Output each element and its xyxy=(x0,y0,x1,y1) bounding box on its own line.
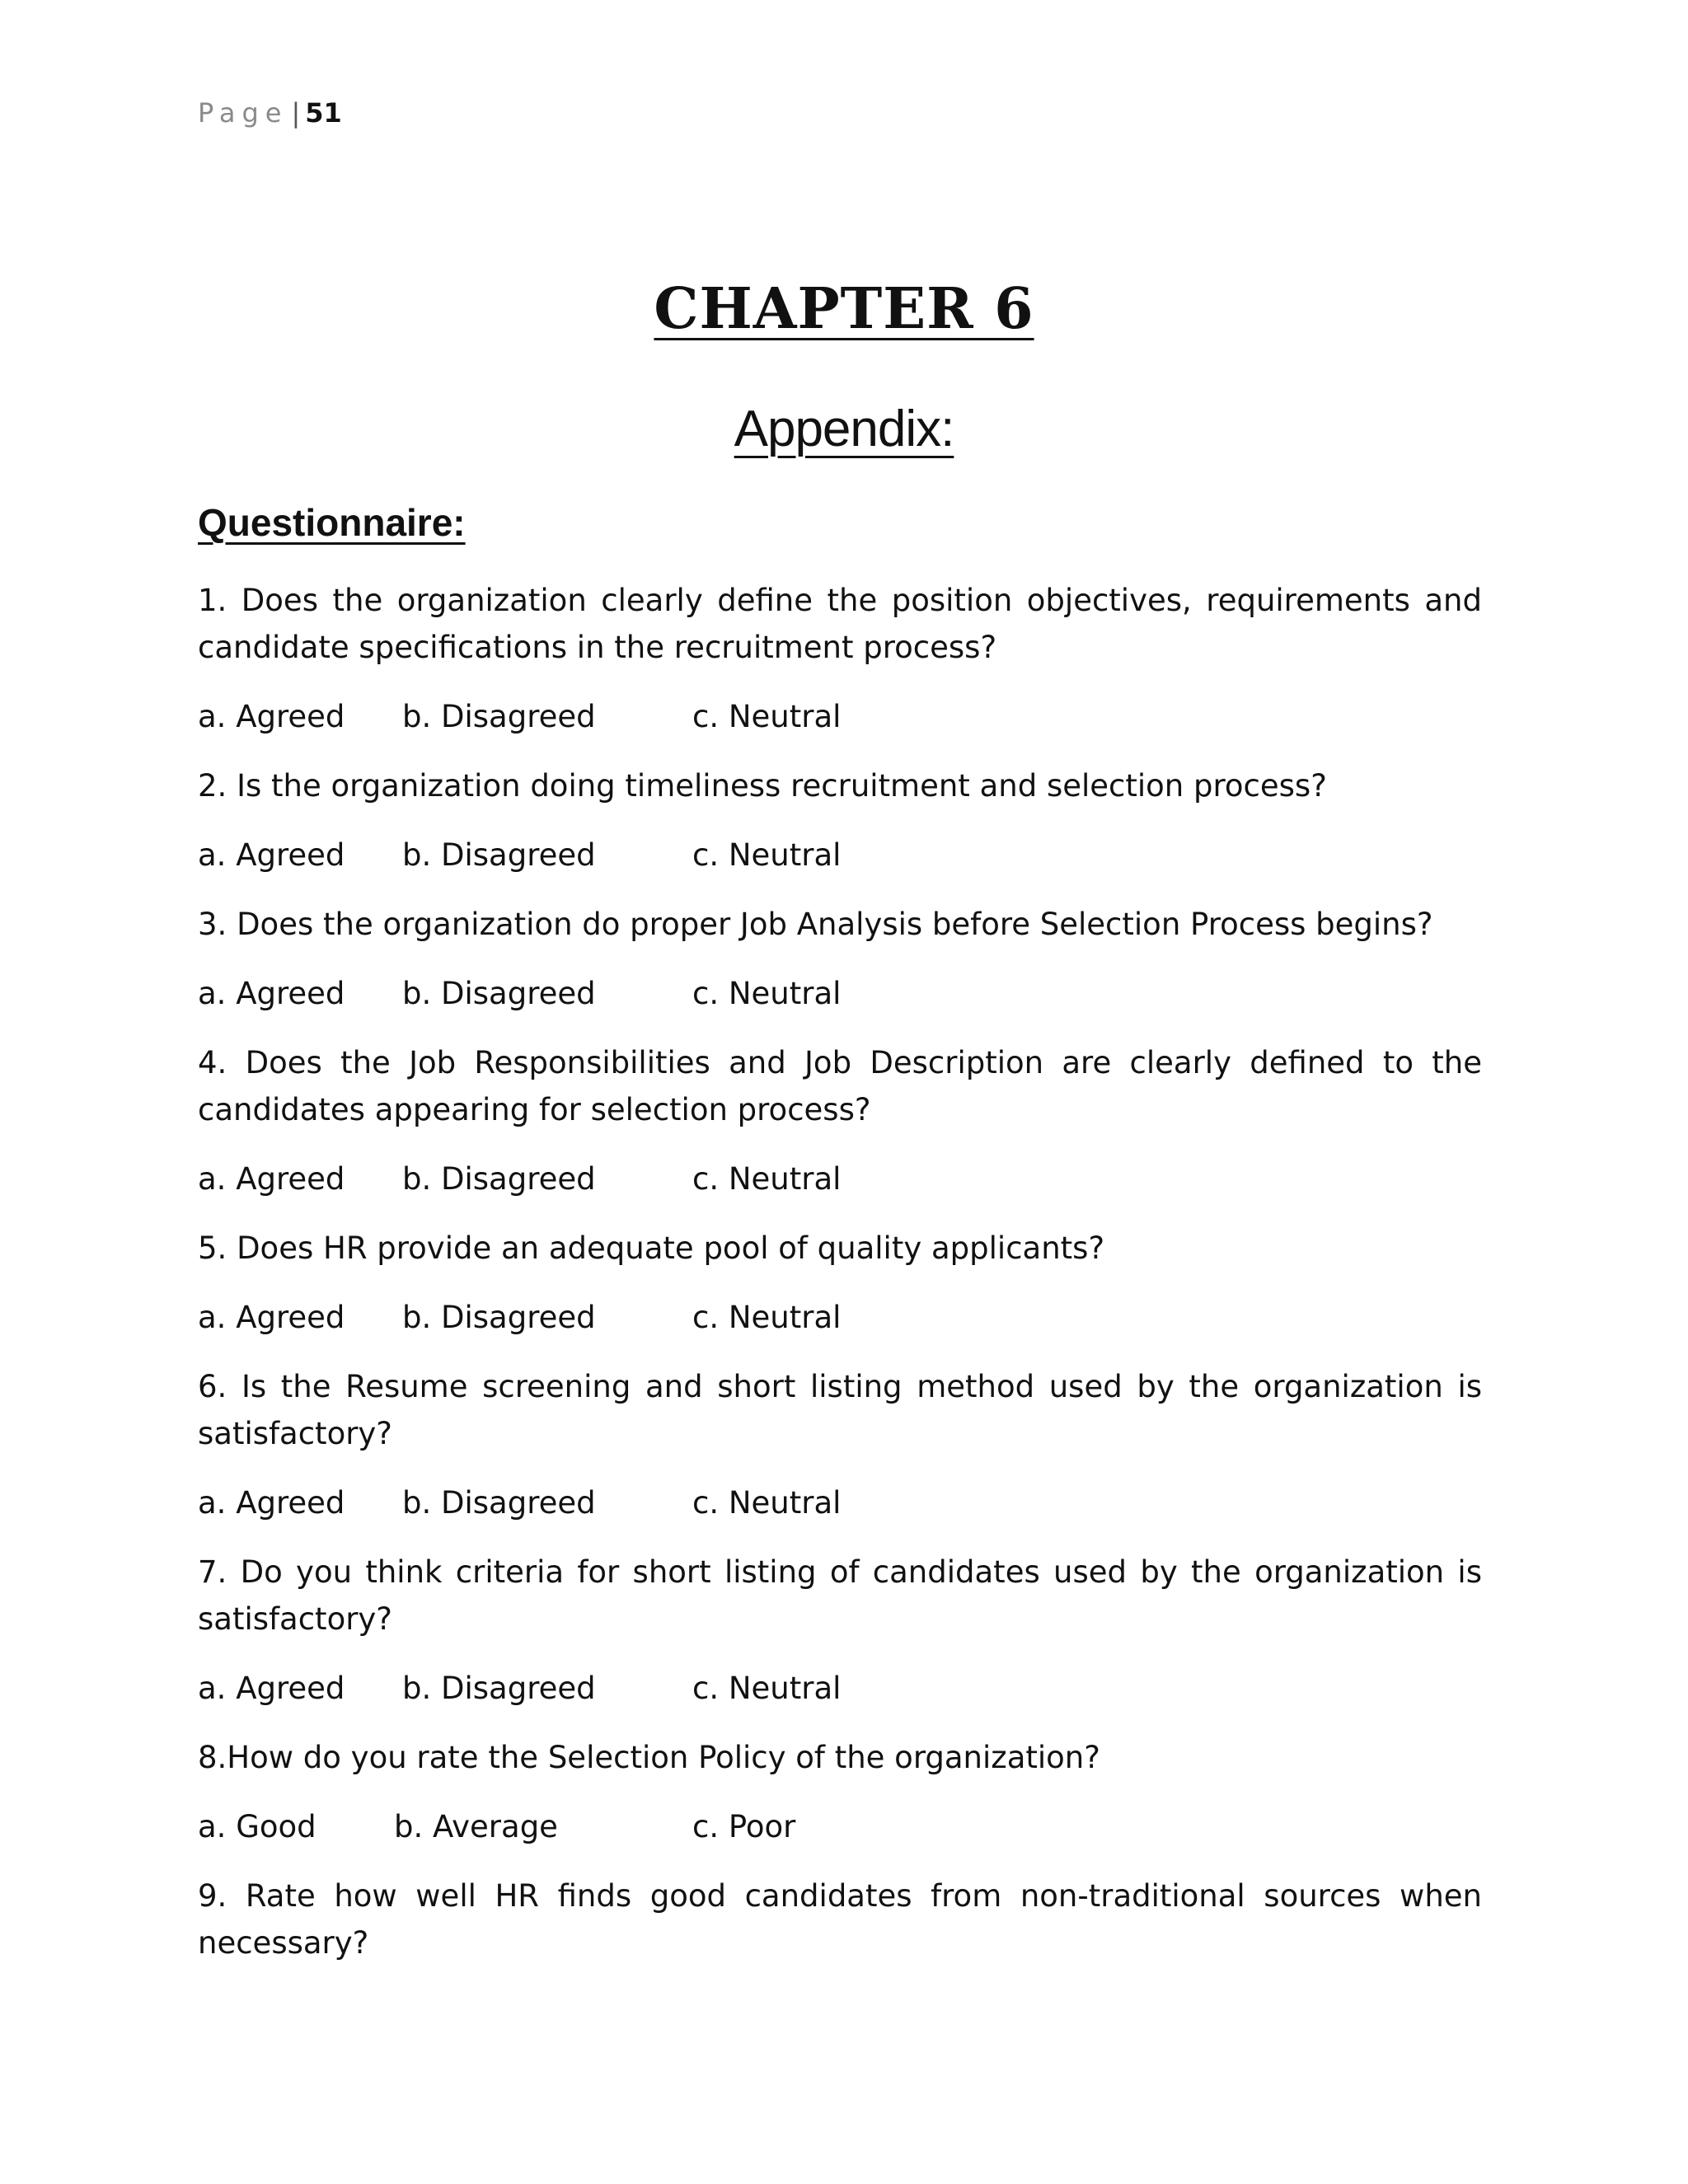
options-6 xyxy=(198,1479,1482,1526)
page-number: 51 xyxy=(305,97,342,129)
chapter-title xyxy=(0,276,1688,342)
chapter-title-text: CHAPTER 6 xyxy=(654,276,1034,342)
question-7: 7. Do you think criteria for short listing of candidates used by the organization is satisfactory? xyxy=(198,1554,1482,1637)
question-2: 2. Is the organization doing timeliness recruitment and selection process? xyxy=(198,768,1327,804)
option-poor: c. Poor xyxy=(692,1809,796,1844)
option-disagreed: b. Disagreed xyxy=(402,837,596,873)
option-neutral: c. Neutral xyxy=(692,699,842,734)
option-neutral: c. Neutral xyxy=(692,1485,842,1521)
options-7 xyxy=(198,1665,1482,1712)
option-disagreed: b. Disagreed xyxy=(402,1161,596,1197)
options-2 xyxy=(198,832,1482,879)
option-neutral: c. Neutral xyxy=(692,1671,842,1706)
option-disagreed: b. Disagreed xyxy=(402,1485,596,1521)
option-agreed: a. Agreed xyxy=(198,837,345,873)
options-3 xyxy=(198,970,1482,1017)
page-header xyxy=(198,97,342,129)
option-agreed: a. Agreed xyxy=(198,1485,345,1521)
page-label: Page xyxy=(198,97,288,129)
section-title: Questionnaire: xyxy=(198,501,466,544)
questionnaire xyxy=(198,577,1482,1989)
question-4: 4. Does the Job Responsibilities and Job Description are clearly defined to the candidates appearing for selection process? xyxy=(198,1045,1482,1127)
options-8 xyxy=(198,1803,1482,1850)
options-1 xyxy=(198,693,1482,740)
option-good: a. Good xyxy=(198,1809,316,1844)
question-1: 1. Does the organization clearly define the position objectives, requirements and candidate specifications in the recruitment process? xyxy=(198,583,1482,665)
question-5: 5. Does HR provide an adequate pool of quality applicants? xyxy=(198,1230,1105,1266)
options-5 xyxy=(198,1294,1482,1341)
header-separator: | xyxy=(291,97,301,129)
option-average: b. Average xyxy=(394,1809,558,1844)
question-3: 3. Does the organization do proper Job Analysis before Selection Process begins? xyxy=(198,907,1433,942)
option-neutral: c. Neutral xyxy=(692,1300,842,1335)
option-neutral: c. Neutral xyxy=(692,837,842,873)
question-9: 9. Rate how well HR finds good candidates from non-traditional sources when necessary? xyxy=(198,1878,1482,1961)
option-agreed: a. Agreed xyxy=(198,976,345,1011)
appendix-title-text: Appendix: xyxy=(734,401,954,457)
option-disagreed: b. Disagreed xyxy=(402,1300,596,1335)
option-agreed: a. Agreed xyxy=(198,1300,345,1335)
option-agreed: a. Agreed xyxy=(198,1671,345,1706)
options-4 xyxy=(198,1155,1482,1202)
appendix-title xyxy=(0,400,1688,458)
option-disagreed: b. Disagreed xyxy=(402,1671,596,1706)
option-neutral: c. Neutral xyxy=(692,976,842,1011)
option-disagreed: b. Disagreed xyxy=(402,976,596,1011)
option-neutral: c. Neutral xyxy=(692,1161,842,1197)
option-agreed: a. Agreed xyxy=(198,1161,345,1197)
option-agreed: a. Agreed xyxy=(198,699,345,734)
option-disagreed: b. Disagreed xyxy=(402,699,596,734)
question-6: 6. Is the Resume screening and short listing method used by the organization is satisfactory? xyxy=(198,1369,1482,1451)
question-8: 8.How do you rate the Selection Policy of the organization? xyxy=(198,1740,1100,1775)
